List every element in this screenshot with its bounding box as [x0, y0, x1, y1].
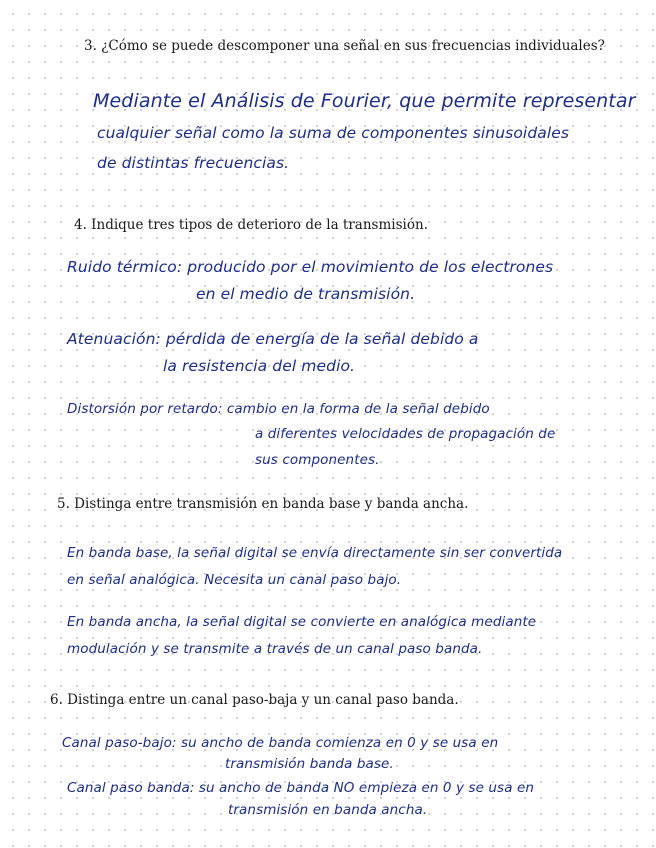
answer-line: En banda base, la señal digital se envía directamente sin ser convertida	[67, 545, 563, 561]
answer-line: en señal analógica. Necesita un canal paso bajo.	[67, 572, 402, 588]
answer-line: la resistencia del medio.	[163, 357, 356, 375]
answer-line: transmisión en banda ancha.	[228, 802, 428, 818]
question-3: 3. ¿Cómo se puede descomponer una señal en sus frecuencias individuales?	[84, 38, 605, 54]
answer-line: modulación y se transmite a través de un canal paso banda.	[67, 641, 483, 657]
answer-line: cualquier señal como la suma de componentes sinusoidales	[97, 124, 570, 142]
answer-line: En banda ancha, la señal digital se convierte en analógica mediante	[67, 614, 537, 630]
answer-line: Canal paso banda: su ancho de banda NO empieza en 0 y se usa en	[67, 780, 535, 796]
answer-line: Atenuación: pérdida de energía de la señal debido a	[67, 330, 479, 348]
answer-line: de distintas frecuencias.	[97, 154, 290, 172]
answer-line: sus componentes.	[255, 452, 380, 468]
answer-line: transmisión banda base.	[225, 756, 394, 772]
answer-line: a diferentes velocidades de propagación de	[255, 426, 556, 442]
question-4: 4. Indique tres tipos de deterioro de la transmisión.	[74, 217, 428, 233]
question-5: 5. Distinga entre transmisión en banda base y banda ancha.	[57, 496, 469, 512]
answer-line: Ruido térmico: producido por el movimiento de los electrones	[67, 258, 554, 276]
answer-line: en el medio de transmisión.	[196, 285, 416, 303]
answer-line: Canal paso-bajo: su ancho de banda comienza en 0 y se usa en	[62, 735, 499, 751]
answer-line: Distorsión por retardo: cambio en la forma de la señal debido	[67, 401, 490, 417]
answer-line: Mediante el Análisis de Fourier, que permite representar	[93, 90, 636, 112]
question-6: 6. Distinga entre un canal paso-baja y un canal paso banda.	[50, 692, 459, 708]
